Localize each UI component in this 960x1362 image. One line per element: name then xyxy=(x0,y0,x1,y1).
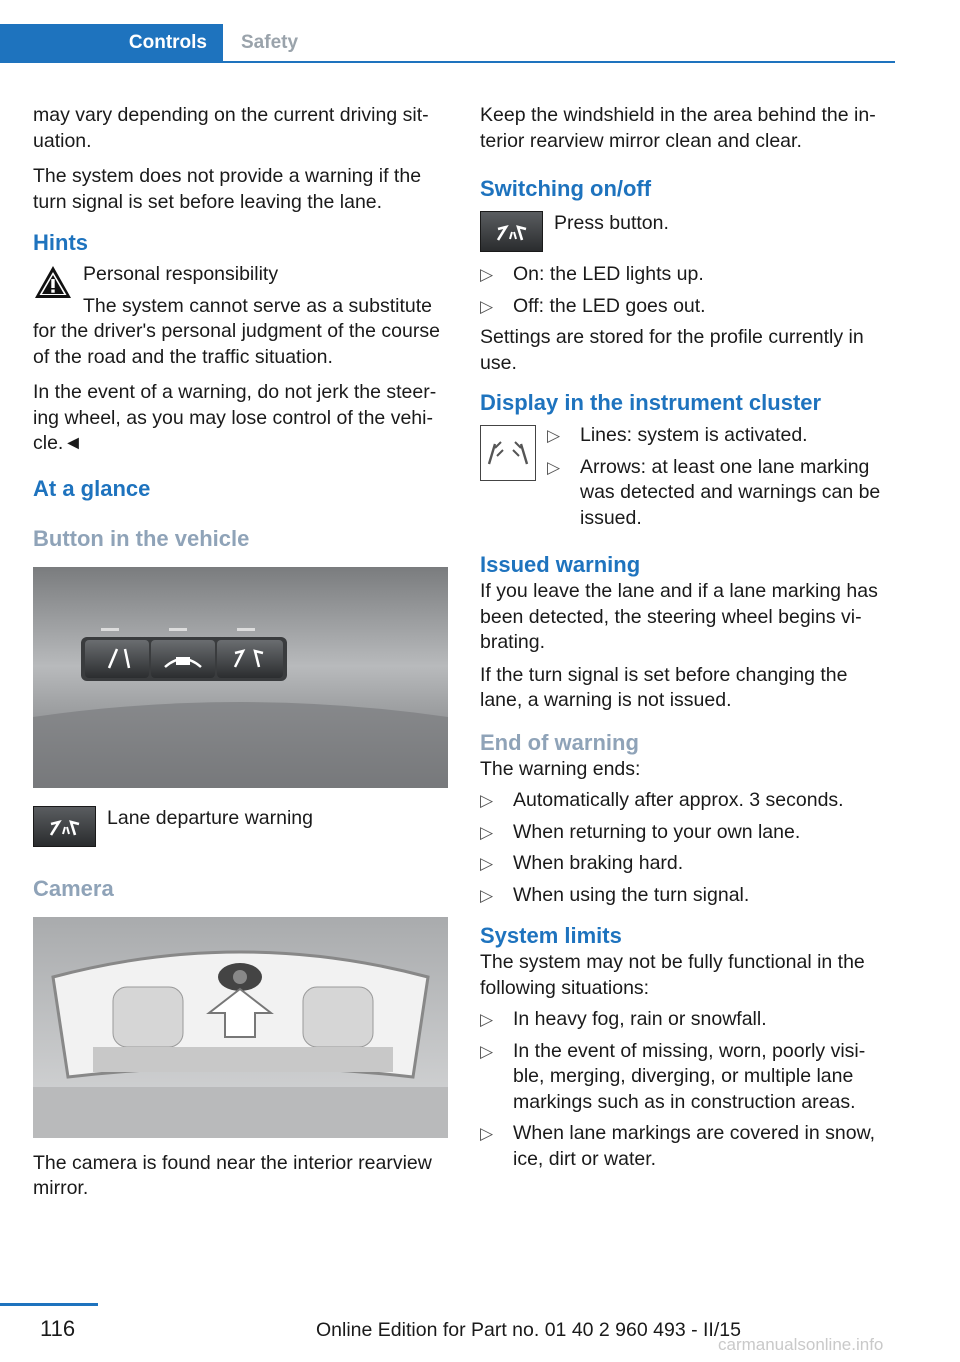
warning-triangle-icon xyxy=(33,264,73,300)
triangle-bullet-icon: ▷ xyxy=(547,457,561,477)
paragraph: Settings are stored for the profile currently in use. xyxy=(480,326,864,374)
camera-caption: The camera is found near the interior rearview mirror. xyxy=(33,1151,432,1199)
paragraph: In the event of a warning, do not jerk the steer‐ ing wheel, as you may lose control of the vehi‐ cle.◄ xyxy=(33,381,437,454)
list-item: ▷ Arrows: at least one lane marking was detected and warnings can be issued. xyxy=(547,455,881,529)
paragraph: Keep the windshield in the area behind the in‐ terior rearview mirror clean and clear. xyxy=(480,104,876,152)
list-item: ▷ In the event of missing, worn, poorly visi‐ ble, merging, diverging, or multiple lane markings such as in construction areas. xyxy=(480,1039,866,1113)
end-list xyxy=(480,788,895,908)
limits-list xyxy=(480,1007,895,1172)
triangle-bullet-icon: ▷ xyxy=(480,1124,494,1143)
header-rule xyxy=(0,61,895,63)
list-item: ▷ When returning to your own lane. xyxy=(480,820,895,846)
lane-display-icon xyxy=(480,425,536,481)
list-item: ▷ Off: the LED goes out. xyxy=(480,294,895,320)
switching-heading: Switching on/off xyxy=(480,176,652,201)
list-item: ▷ When lane markings are covered in snow, ice, dirt or water. xyxy=(480,1122,876,1170)
switch-button-row xyxy=(480,211,895,259)
triangle-bullet-icon: ▷ xyxy=(480,1041,494,1061)
footer-rule xyxy=(0,1303,98,1306)
left-column xyxy=(33,103,448,1202)
warning-title: Personal responsibility xyxy=(83,263,279,285)
button-photo xyxy=(33,567,448,788)
triangle-bullet-icon: ▷ xyxy=(480,296,494,316)
paragraph: The system does not provide a warning if the turn signal is set before leaving the lane. xyxy=(33,165,422,213)
camera-heading: Camera xyxy=(33,875,114,901)
paragraph: If the turn signal is set before changing the lane, a warning is not issued. xyxy=(480,663,848,711)
warning-block xyxy=(33,262,448,370)
cluster-block xyxy=(480,423,895,531)
triangle-bullet-icon: ▷ xyxy=(480,822,494,842)
button-photo-illustration xyxy=(33,567,448,788)
lane-departure-icon xyxy=(33,806,96,847)
end-of-warning-heading: End of warning xyxy=(480,729,639,755)
edition-text: Online Edition for Part no. 01 40 2 960 493 - II/15 xyxy=(316,1319,741,1341)
list-item: ▷ In heavy fog, rain or snowfall. xyxy=(480,1007,895,1033)
camera-photo-illustration xyxy=(33,917,448,1138)
paragraph: may vary depending on the current driving sit‐ uation. xyxy=(33,104,429,152)
hints-heading: Hints xyxy=(33,230,88,255)
list-item: ▷ Automatically after approx. 3 seconds. xyxy=(480,788,895,814)
list-item: ▷ Lines: system is activated. xyxy=(547,423,895,449)
lane-departure-icon xyxy=(480,211,543,252)
display-heading: Display in the instrument cluster xyxy=(480,390,822,415)
paragraph: If you leave the lane and if a lane marking has been detected, the steering wheel begins vi‐ brating. xyxy=(480,580,878,653)
list-item: ▷ When using the turn signal. xyxy=(480,883,895,909)
list-item: ▷ When braking hard. xyxy=(480,851,895,877)
button-in-vehicle-heading: Button in the vehicle xyxy=(33,525,250,551)
at-a-glance-heading: At a glance xyxy=(33,475,151,501)
issued-warning-heading: Issued warning xyxy=(480,552,641,577)
display-list xyxy=(547,423,895,531)
watermark: carmanualsonline.info xyxy=(718,1335,884,1354)
triangle-bullet-icon: ▷ xyxy=(547,426,561,445)
lane-departure-label: Lane departure warning xyxy=(107,806,313,829)
right-column xyxy=(480,103,895,1178)
list-item: ▷ On: the LED lights up. xyxy=(480,262,895,288)
switch-list xyxy=(480,262,895,319)
triangle-bullet-icon: ▷ xyxy=(480,1010,494,1029)
system-limits-heading: System limits xyxy=(480,923,622,948)
triangle-bullet-icon: ▷ xyxy=(480,854,494,873)
warning-text: The system cannot serve as a substitute xyxy=(83,294,433,317)
tab-safety[interactable]: Safety xyxy=(241,32,299,53)
triangle-bullet-icon: ▷ xyxy=(480,791,494,810)
triangle-bullet-icon: ▷ xyxy=(480,885,494,905)
triangle-bullet-icon: ▷ xyxy=(480,265,494,284)
paragraph: The system may not be fully functional in the following situations: xyxy=(480,951,865,999)
chapter-header xyxy=(0,24,895,63)
tab-controls[interactable]: Controls xyxy=(0,24,223,61)
camera-photo xyxy=(33,917,448,1138)
press-button-text: Press button. xyxy=(554,212,669,234)
warning-text-continued: for the driver's personal judgment of the course of the road and the traffic situation. xyxy=(33,320,440,368)
page-number: 116 xyxy=(40,1316,76,1341)
paragraph: The warning ends: xyxy=(480,757,641,780)
lane-departure-button-row xyxy=(33,806,448,850)
